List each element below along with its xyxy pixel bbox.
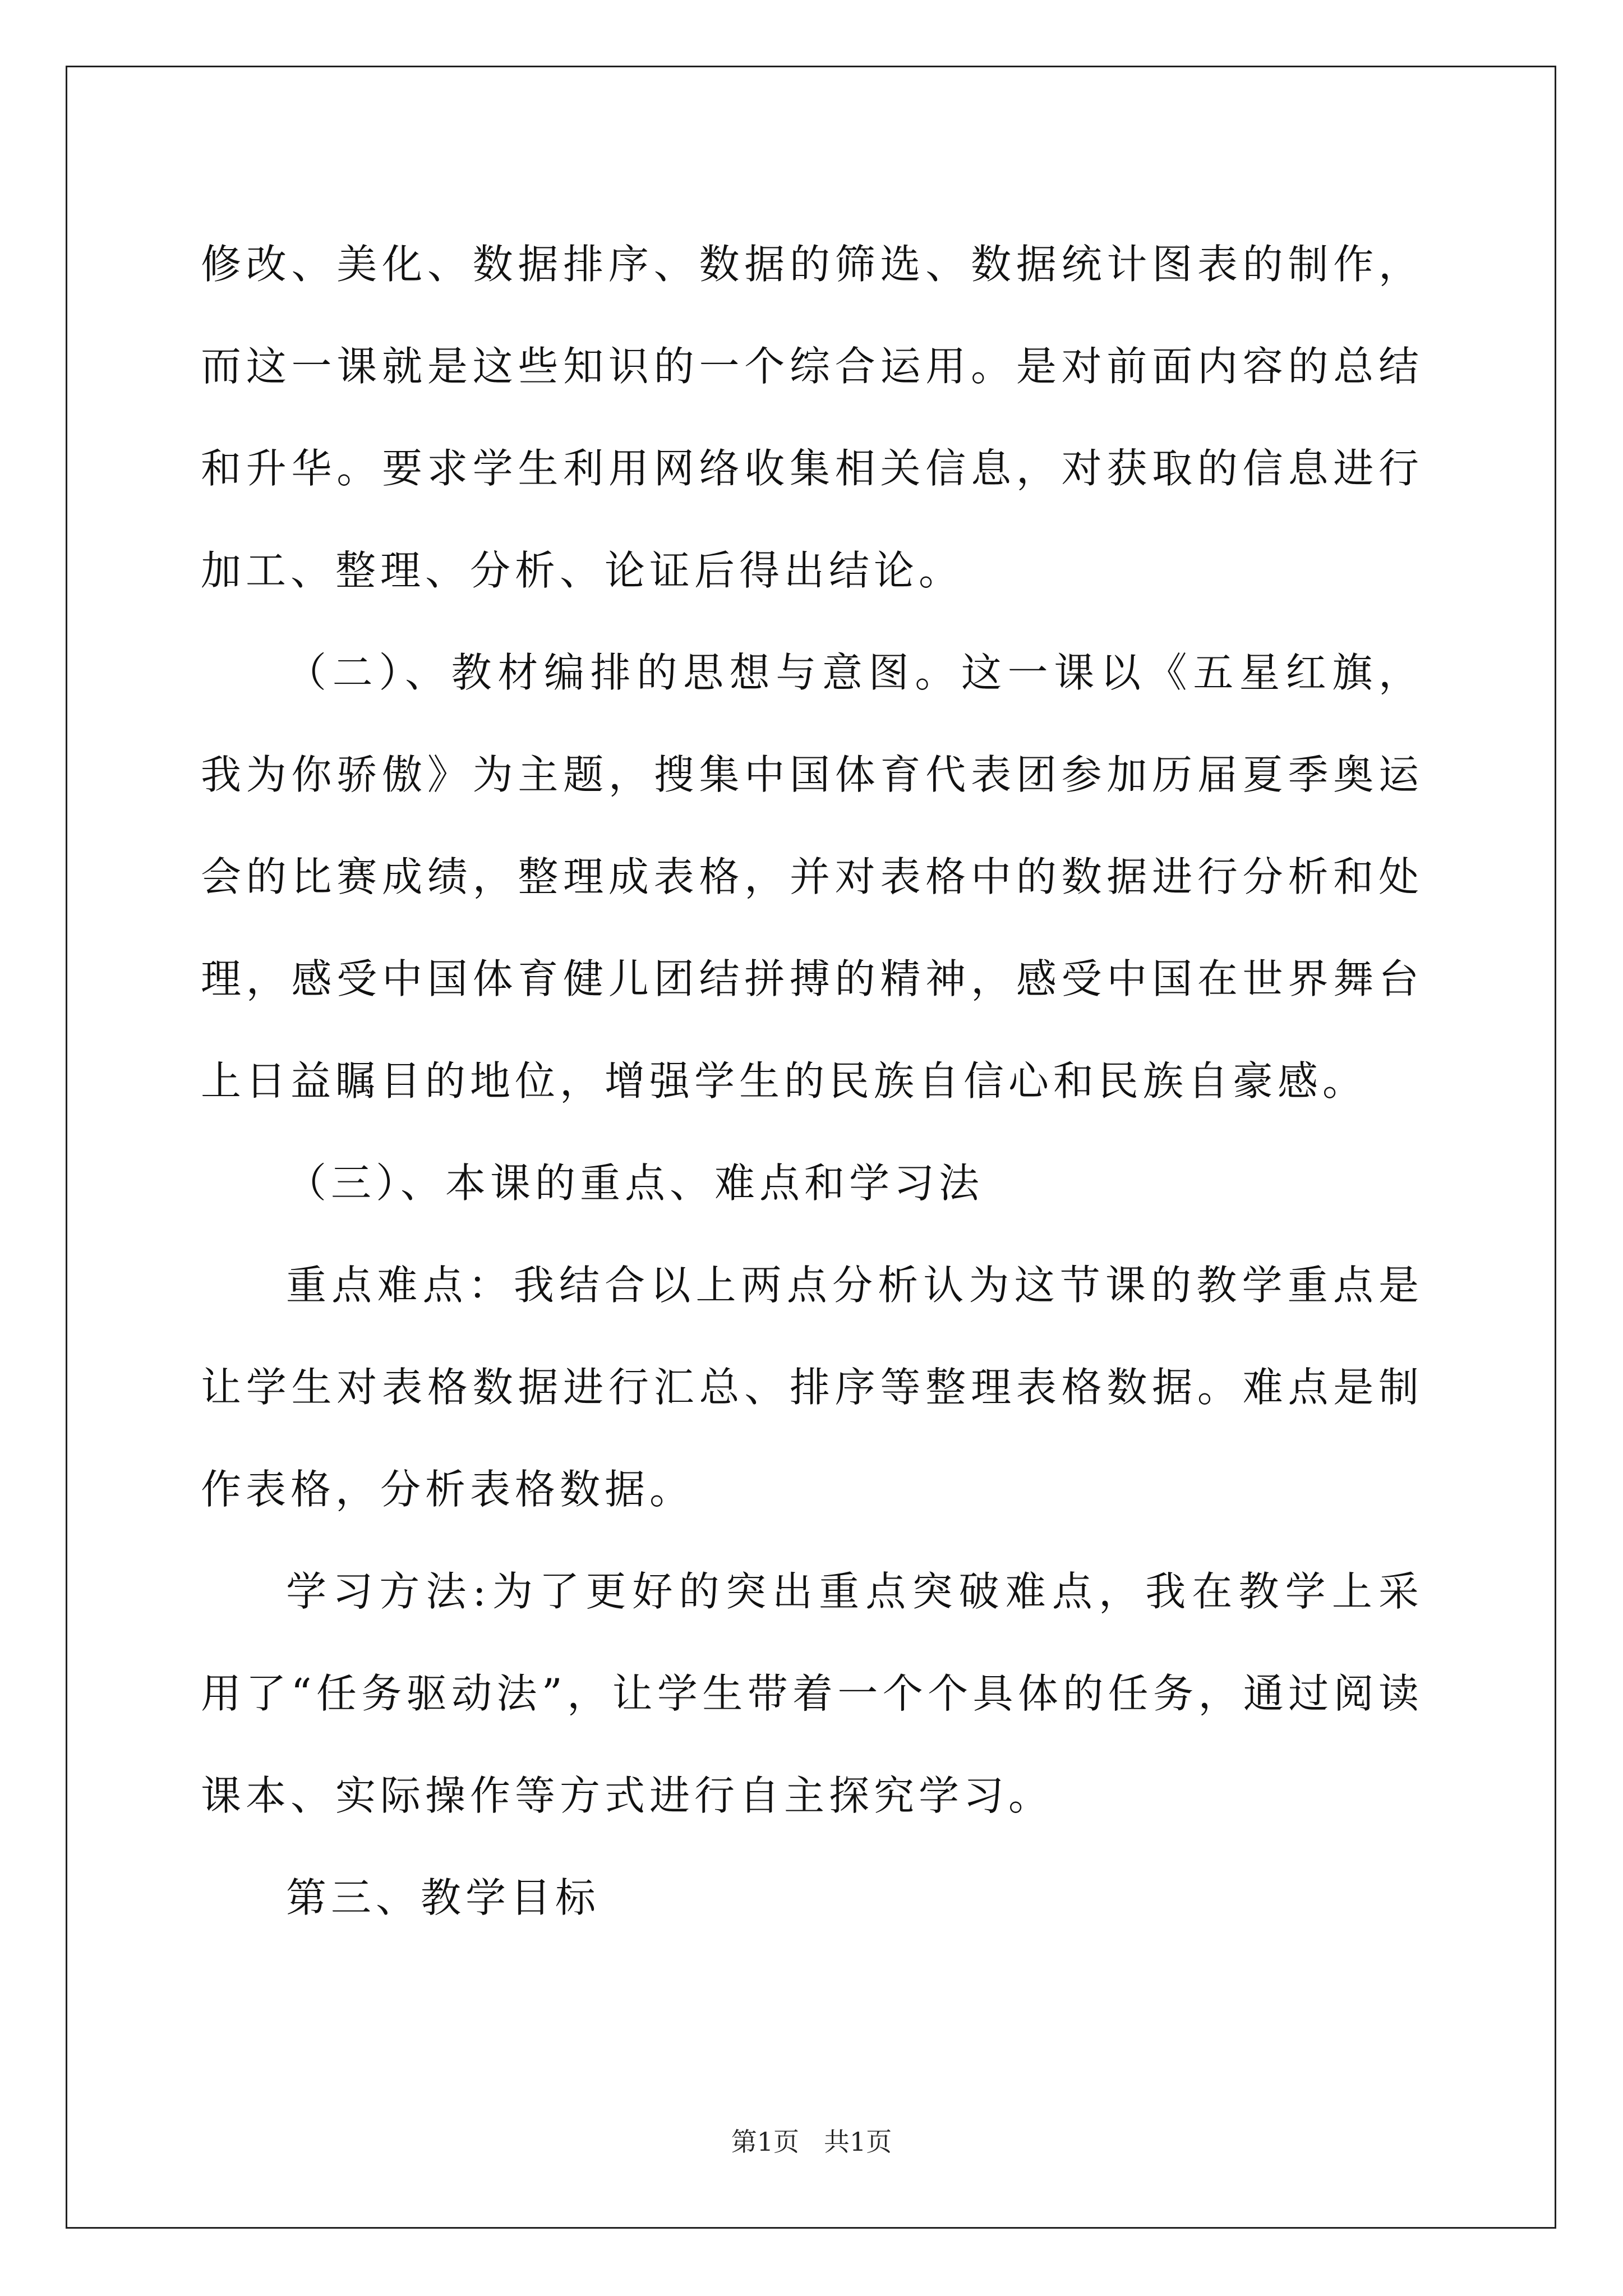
page-number-total: 共1页 xyxy=(824,2127,892,2157)
paragraph-1: 修改、美化、数据排序、数据的筛选、数据统计图表的制作，而这一课就是这些知识的一个综合运用。是对前面内容的总结和升华。要求学生利用网络收集相关信息，对获取的信息进行加工、整理、分析、论证后得出结论。 xyxy=(201,241,1423,594)
paragraph-2: （二）、教材编排的思想与意图。这一课以《五星红旗，我为你骄傲》为主题，搜集中国体育代表团参加历届夏季奥运会的比赛成绩，整理成表格，并对表格中的数据进行分析和处理，感受中国体育健儿团结拼搏的精神，感受中国在世界舞台上日益瞩目的地位，增强学生的民族自信心和民族自豪感。 xyxy=(201,649,1423,1105)
page-footer xyxy=(0,2125,1623,2159)
page-number-current: 第1页 xyxy=(731,2127,799,2157)
paragraph-4: 重点难点：我结合以上两点分析认为这节课的教学重点是让学生对表格数据进行汇总、排序等整理表格数据。难点是制作表格，分析表格数据。 xyxy=(201,1262,1423,1513)
paragraph-5: 学习方法:为了更好的突出重点突破难点，我在教学上采用了“任务驱动法”，让学生带着一个个具体的任务，通过阅读课本、实际操作等方式进行自主探究学习。 xyxy=(201,1568,1423,1819)
paragraph-3: （三）、本课的重点、难点和学习法 xyxy=(286,1159,984,1207)
paragraph-6: 第三、教学目标 xyxy=(286,1874,601,1921)
document-body xyxy=(201,213,1423,1949)
